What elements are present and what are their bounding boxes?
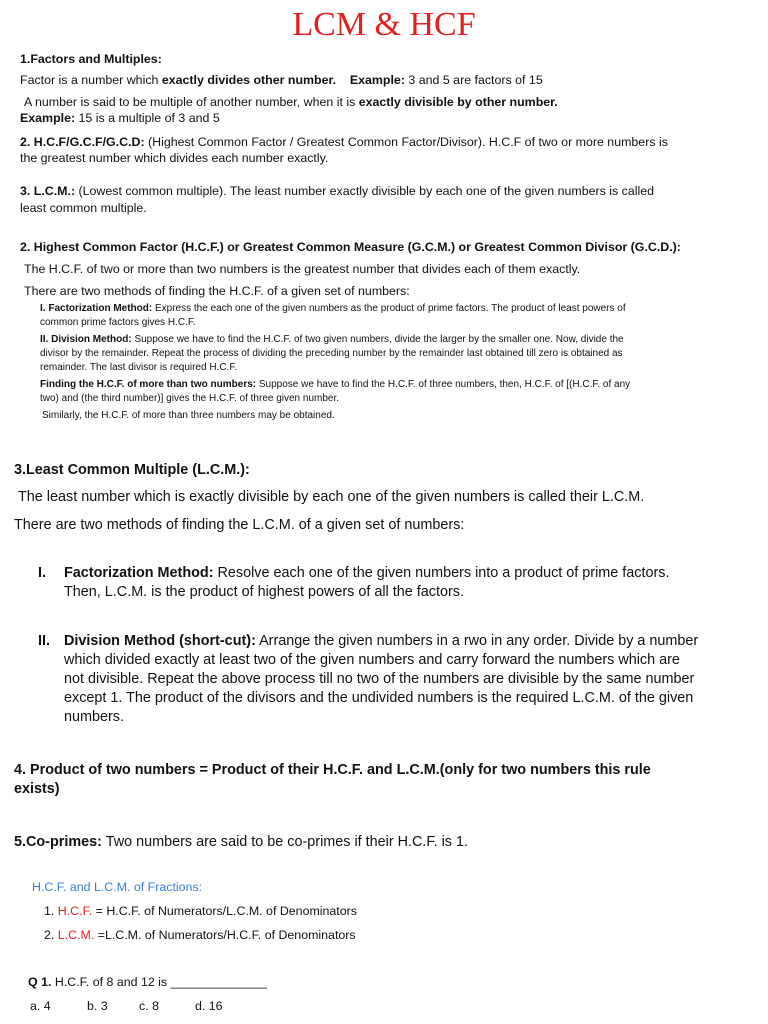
hcf-short-definition: 2. H.C.F/G.C.F/G.C.D: (Highest Common Factor / Greatest Common Factor/Divisor). H.C.F of two or more numbers is bbox=[20, 135, 668, 149]
lcm-method-2-line5: numbers. bbox=[64, 709, 124, 725]
lcm-heading: 3.Least Common Multiple (L.C.M.): bbox=[14, 462, 250, 478]
lcm-method-2-line2: which divided exactly at least two of the given numbers and carry forward the numbers which are bbox=[64, 652, 680, 668]
fractions-heading: H.C.F. and L.C.M. of Fractions: bbox=[32, 880, 203, 894]
lcm-paragraph-1: The least number which is exactly divisible by each one of the given numbers is called their L.C.M. bbox=[18, 489, 645, 505]
hcf-heading: 2. Highest Common Factor (H.C.F.) or Greatest Common Measure (G.C.M.) or Greatest Common Divisor (G.C.D.): bbox=[20, 240, 681, 254]
section-1-heading: 1.Factors and Multiples: bbox=[20, 52, 162, 66]
lcm-method-1: Factorization Method: Resolve each one of the given numbers into a product of prime factors. bbox=[64, 565, 670, 581]
product-rule: 4. Product of two numbers = Product of their H.C.F. and L.C.M.(only for two numbers this rule bbox=[14, 762, 651, 778]
question-1-option-b: b. 3 bbox=[87, 999, 108, 1013]
lcm-method-2: Division Method (short-cut): Arrange the given numbers in a rwo in any order. Divide by a number bbox=[64, 633, 699, 649]
hcf-division-method: II. Division Method: Suppose we have to find the H.C.F. of two given numbers, divide the larger by the smaller one. Now, divide the bbox=[40, 334, 624, 345]
lcm-method-1-number: I. bbox=[38, 565, 46, 581]
hcf-more-than-two: Finding the H.C.F. of more than two numbers: Suppose we have to find the H.C.F. of three numbers, then, H.C.F. of [(H.C.F. of any bbox=[40, 379, 631, 390]
multiple-example: Example: 15 is a multiple of 3 and 5 bbox=[20, 111, 220, 125]
lcm-method-1-line2: Then, L.C.M. is the product of highest powers of all the factors. bbox=[64, 584, 464, 600]
lcm-short-definition: 3. L.C.M.: (Lowest common multiple). The least number exactly divisible by each one of the given numbers is called bbox=[20, 184, 655, 198]
page-title: LCM & HCF bbox=[292, 6, 476, 43]
hcf-division-method-line2: divisor by the remainder. Repeat the process of dividing the preceding number by the remainder last obtained till zero is obtained as bbox=[40, 348, 623, 359]
co-primes: 5.Co-primes: Two numbers are said to be co-primes if their H.C.F. is 1. bbox=[14, 834, 469, 850]
lcm-method-2-line3: not divisible. Repeat the above process till no two of the numbers are divisible by the same number bbox=[64, 671, 695, 687]
fractions-rule-1: 1. H.C.F. = H.C.F. of Numerators/L.C.M. of Denominators bbox=[44, 904, 357, 918]
hcf-short-definition-line2: the greatest number which divides each number exactly. bbox=[20, 151, 329, 165]
factor-definition: Factor is a number which exactly divides other number. Example: 3 and 5 are factors of 15 bbox=[20, 73, 543, 87]
question-1: Q 1. H.C.F. of 8 and 12 is ______________ bbox=[28, 975, 268, 989]
lcm-method-2-line4: except 1. The product of the divisors and the undivided numbers is the required L.C.M. of the given bbox=[64, 690, 694, 706]
fractions-rule-2: 2. L.C.M. =L.C.M. of Numerators/H.C.F. of Denominators bbox=[44, 928, 356, 942]
hcf-more-than-two-line3: Similarly, the H.C.F. of more than three numbers may be obtained. bbox=[42, 410, 335, 421]
product-rule-line2: exists) bbox=[14, 781, 60, 797]
hcf-paragraph-2: There are two methods of finding the H.C.F. of a given set of numbers: bbox=[24, 284, 410, 298]
lcm-method-2-number: II. bbox=[38, 633, 50, 649]
hcf-paragraph-1: The H.C.F. of two or more than two numbers is the greatest number that divides each of them exactly. bbox=[24, 262, 581, 276]
question-1-option-c: c. 8 bbox=[139, 999, 159, 1013]
hcf-more-than-two-line2: two) and (the third number)] gives the H.C.F. of three given number. bbox=[40, 393, 340, 404]
hcf-division-method-line3: remainder. The last divisor is required H.C.F. bbox=[40, 362, 238, 373]
hcf-factorization-method-line2: common prime factors gives H.C.F. bbox=[40, 317, 196, 328]
lcm-short-definition-line2: least common multiple. bbox=[20, 201, 147, 215]
lcm-paragraph-2: There are two methods of finding the L.C.M. of a given set of numbers: bbox=[14, 517, 465, 533]
hcf-factorization-method: I. Factorization Method: Express the each one of the given numbers as the product of prime factors. The product of least powers of bbox=[40, 303, 626, 314]
multiple-definition: A number is said to be multiple of another number, when it is exactly divisible by other number. bbox=[24, 95, 558, 109]
question-1-option-d: d. 16 bbox=[195, 999, 223, 1013]
question-1-option-a: a. 4 bbox=[30, 999, 51, 1013]
